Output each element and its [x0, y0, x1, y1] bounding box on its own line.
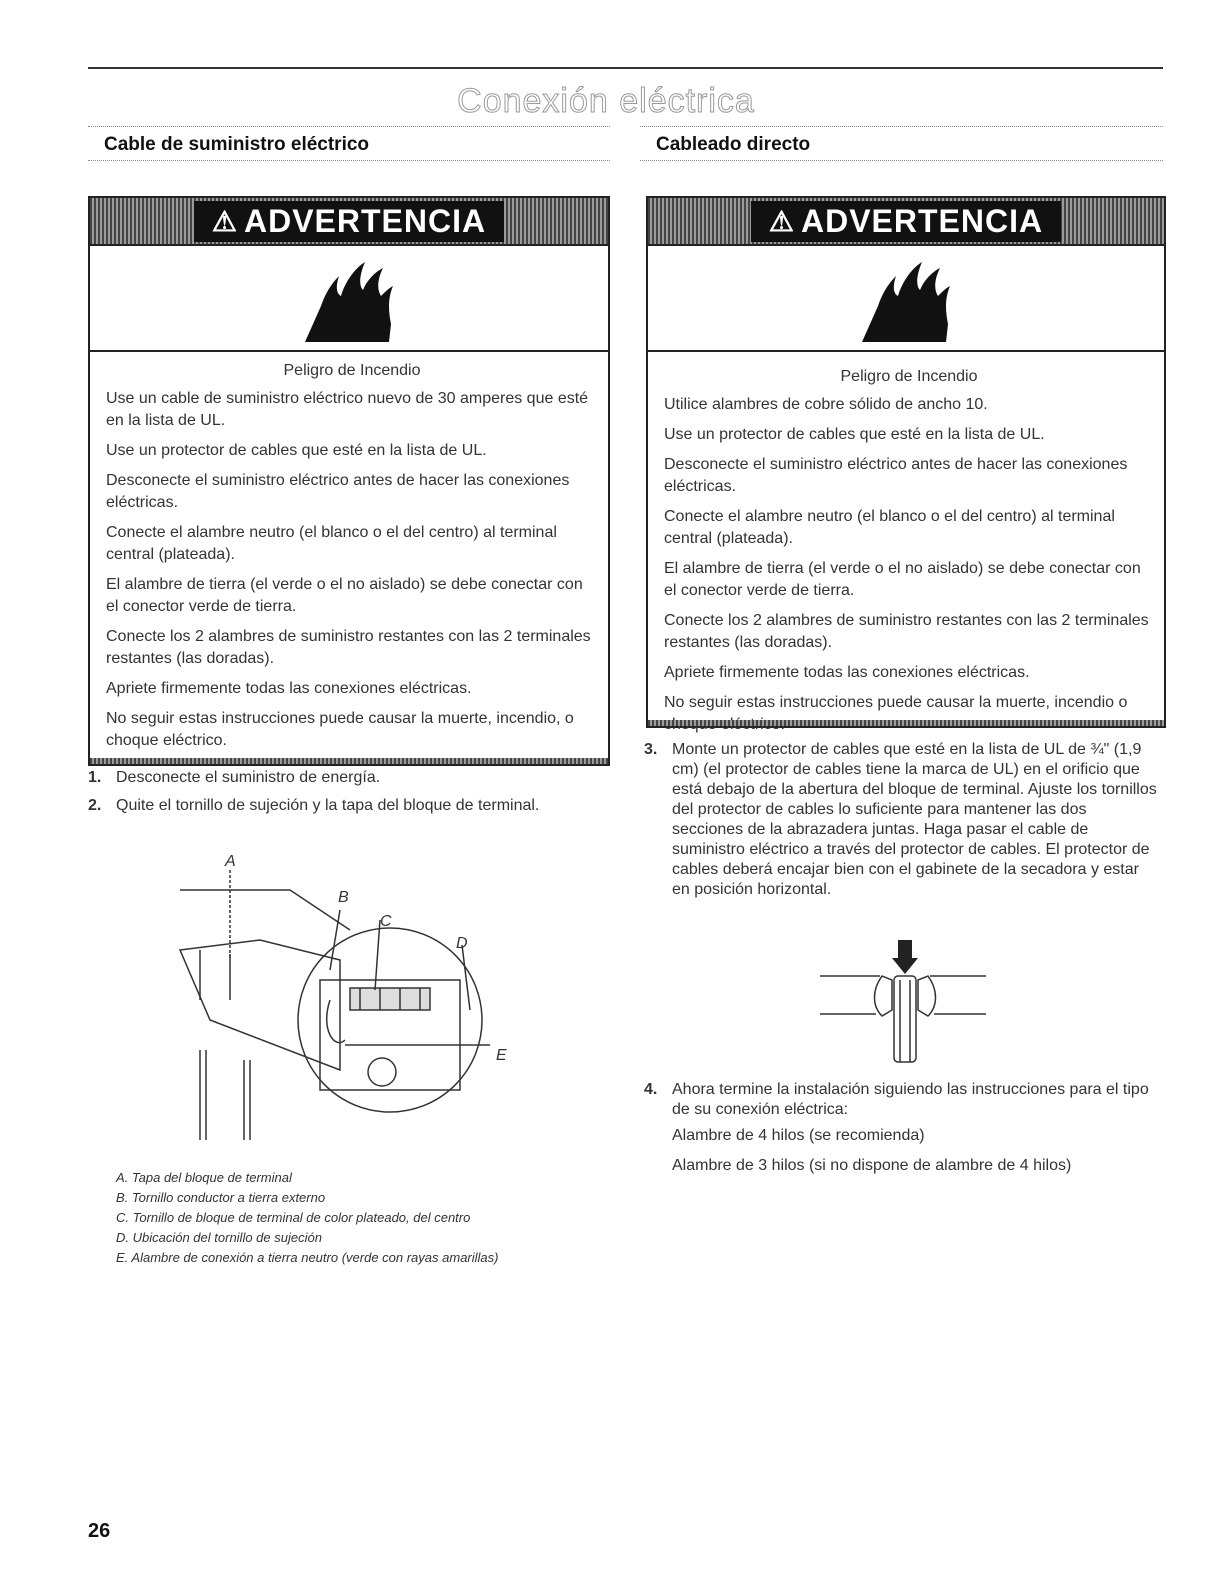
label-d: D	[456, 935, 468, 952]
warning-bottom-bar	[90, 758, 608, 764]
right-heading: Cableado directo	[656, 134, 811, 155]
diagram-captions	[116, 1168, 498, 1268]
caption: A. Tapa del bloque de terminal	[116, 1170, 292, 1185]
warning-line: Use un protector de cables que esté en la lista de UL.	[664, 426, 1045, 443]
divider	[88, 126, 610, 127]
label-e: E	[496, 1047, 507, 1064]
step-number: 3.	[644, 741, 658, 758]
warning-line: El alambre de tierra (el verde o el no aislado) se debe conectar con el conector verde de tierra.	[664, 560, 1141, 599]
step-text: Monte un protector de cables que esté en la lista de UL de ¾" (1,9 cm) (el protector de cables tiene la marca de UL) en el orificio que está debajo de la abertura del bloque de terminal. Ajuste los tornillos del protector de cables lo suficiente para mantener las dos secciones de la abrazadera juntas. Haga pasar el cable de suministro eléctrico a través del protector de cables. El protector de cables deberá encajar bien con el gabinete de la secadora y estar en posición horizontal.	[672, 741, 1157, 898]
wire-option: Alambre de 3 hilos (si no dispone de alambre de 4 hilos)	[672, 1157, 1072, 1174]
hazard-title: Peligro de Incendio	[840, 368, 978, 385]
warning-line: Use un protector de cables que esté en la lista de UL.	[106, 442, 487, 459]
divider	[640, 126, 1163, 127]
step-text: Desconecte el suministro de energía.	[116, 769, 381, 786]
step-text: Ahora termine la instalación siguiendo las instrucciones para el tipo de su conexión eléctrica:	[672, 1081, 1149, 1118]
fire-icon	[301, 254, 397, 344]
warning-line: No seguir estas instrucciones puede causar la muerte, incendio, o choque eléctrico.	[106, 710, 574, 749]
right-step-4	[644, 1080, 1160, 1184]
warning-line: Desconecte el suministro eléctrico antes de hacer las conexiones eléctricas.	[664, 456, 1128, 495]
warning-text	[106, 360, 598, 760]
fire-hazard-pictogram	[648, 246, 1164, 352]
terminal-block-diagram	[170, 850, 530, 1150]
label-b: B	[338, 889, 349, 906]
caption: E. Alambre de conexión a tierra neutro (verde con rayas amarillas)	[116, 1250, 499, 1265]
page-number: 26	[88, 1520, 111, 1542]
warning-line: Conecte los 2 alambres de suministro restantes con las 2 terminales restantes (las doradas).	[664, 612, 1149, 651]
step-number: 2.	[88, 797, 102, 814]
warning-line: Conecte el alambre neutro (el blanco o el del centro) al terminal central (plateada).	[664, 508, 1115, 547]
warning-line: Conecte el alambre neutro (el blanco o el del centro) al terminal central (plateada).	[106, 524, 557, 563]
left-steps	[88, 768, 608, 824]
warning-box-right	[646, 196, 1166, 728]
warning-box-left	[88, 196, 610, 766]
warning-line: Desconecte el suministro eléctrico antes de hacer las conexiones eléctricas.	[106, 472, 570, 511]
warning-banner: ⚠ ADVERTENCIA	[90, 198, 608, 246]
fire-hazard-pictogram	[90, 246, 608, 352]
list-item	[88, 768, 608, 788]
warning-triangle-icon: ⚠	[768, 205, 795, 237]
fire-icon	[858, 254, 954, 344]
wire-option: Alambre de 4 hilos (se recomienda)	[672, 1127, 925, 1144]
warning-line: Utilice alambres de cobre sólido de ancho 10.	[664, 396, 988, 413]
warning-line: Conecte los 2 alambres de suministro restantes con las 2 terminales restantes (las doradas).	[106, 628, 591, 667]
divider	[88, 160, 610, 161]
hazard-title: Peligro de Incendio	[283, 362, 421, 379]
list-item	[644, 740, 1160, 900]
caption: B. Tornillo conductor a tierra externo	[116, 1190, 326, 1205]
warning-line: Apriete firmemente todas las conexiones eléctricas.	[106, 680, 472, 697]
warning-bottom-bar	[648, 720, 1164, 726]
cable-protector-diagram	[820, 940, 990, 1066]
list-item	[88, 796, 608, 816]
right-step-3	[644, 740, 1160, 908]
warning-line: Use un cable de suministro eléctrico nuevo de 30 amperes que esté en la lista de UL.	[106, 390, 589, 429]
warning-line: No seguir estas instrucciones puede causar la muerte, incendio o	[664, 694, 1128, 711]
arrow-down-icon	[892, 940, 918, 974]
warning-line: Apriete firmemente todas las conexiones eléctricas.	[664, 664, 1030, 681]
caption: C. Tornillo de bloque de terminal de color plateado, del centro	[116, 1210, 471, 1225]
list-item	[644, 1080, 1160, 1176]
warning-banner: ⚠ ADVERTENCIA	[648, 198, 1164, 246]
warning-text	[664, 366, 1154, 744]
label-a: A	[225, 853, 236, 870]
warning-triangle-icon: ⚠	[211, 205, 238, 237]
left-heading: Cable de suministro eléctrico	[104, 134, 370, 155]
divider	[640, 160, 1163, 161]
step-text: Quite el tornillo de sujeción y la tapa del bloque de terminal.	[116, 797, 540, 814]
label-c: C	[380, 913, 392, 930]
step-number: 4.	[644, 1081, 658, 1098]
warning-line: El alambre de tierra (el verde o el no aislado) se debe conectar con el conector verde de tierra.	[106, 576, 583, 615]
top-rule	[88, 67, 1163, 69]
section-title: Conexión eléctrica	[457, 82, 755, 120]
caption: D. Ubicación del tornillo de sujeción	[116, 1230, 322, 1245]
step-number: 1.	[88, 769, 102, 786]
